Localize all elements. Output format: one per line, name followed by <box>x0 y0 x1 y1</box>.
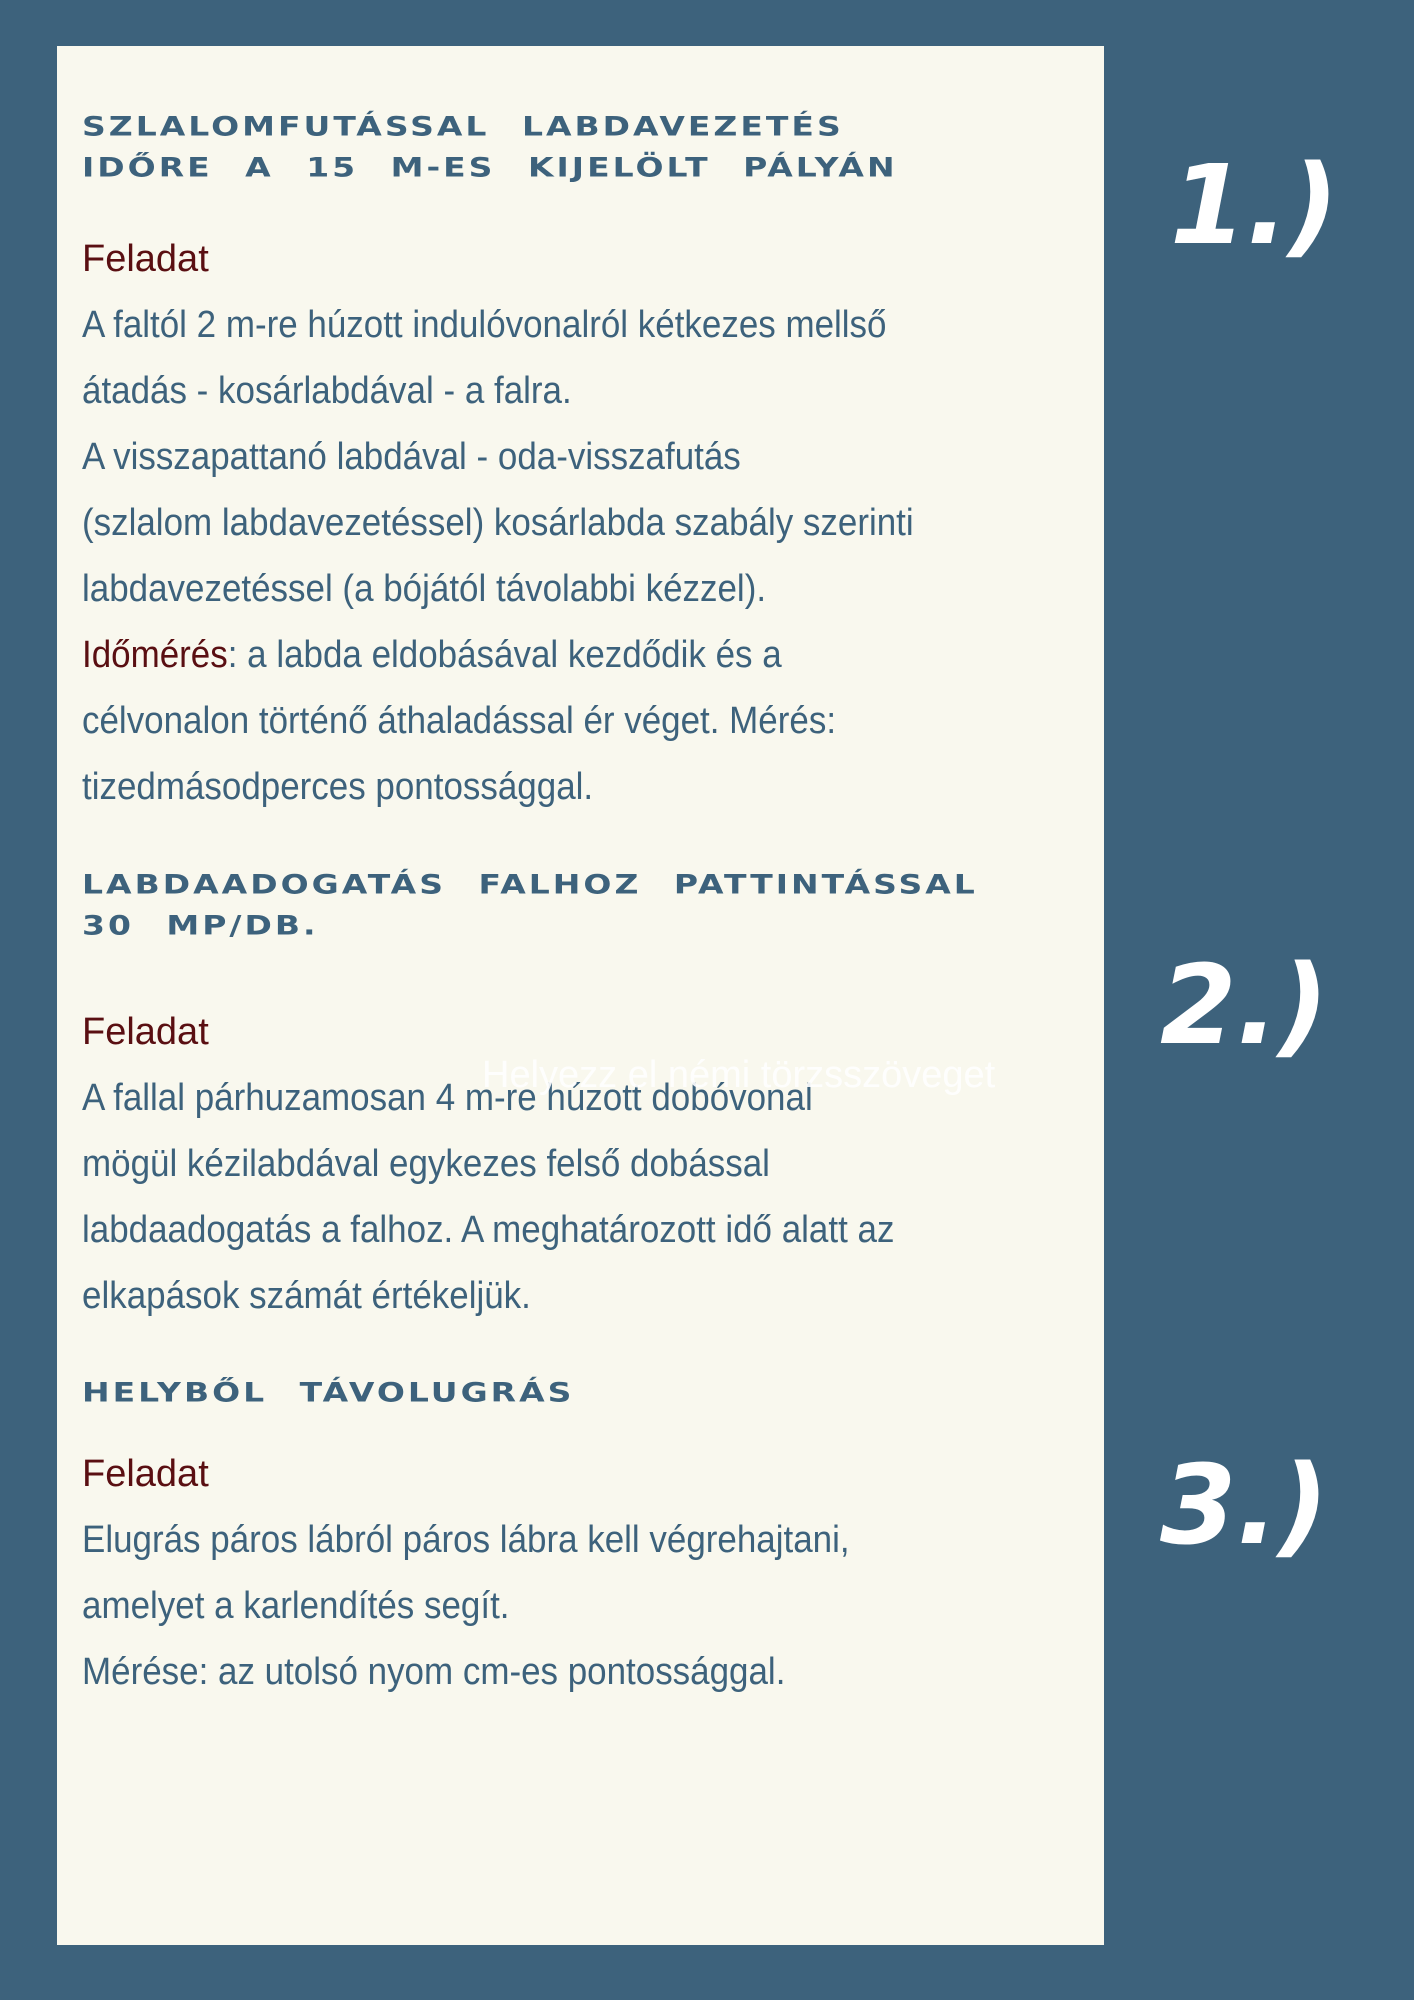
section-1-heading <box>82 106 1082 188</box>
section-3-heading: HELYBŐL TÁVOLUGRÁS <box>82 1376 575 1409</box>
section-1-timing-text: : a labda eldobásával kezdődik és a célvonalon történő áthaladással ér véget. Mérés: tizedmásodperces pontossággal. <box>82 634 837 808</box>
section-2 <box>82 864 1082 964</box>
section-1-body <box>82 292 1076 820</box>
section-1-heading-line-1: SZLALOMFUTÁSSAL LABDAVEZETÉS <box>82 110 844 143</box>
number-3: 3.) <box>1160 1441 1329 1569</box>
section-1-timing-label: Időmérés <box>82 634 228 676</box>
section-1-body-text: A faltól 2 m-re húzott indulóvonalról kétkezes mellső átadás - kosárlabdával - a falra. A visszapattanó labdával - oda-visszafutás (szlalom labdavezetéssel) kosárlabda szabály szerinti labdavezetéssel (a bójától távolabbi kézzel). <box>82 304 914 610</box>
placeholder-text: Helyezz el némi törzsszöveget <box>482 1054 996 1096</box>
section-1-heading-line-2: IDŐRE A 15 M-ES KIJELÖLT PÁLYÁN <box>82 151 898 184</box>
number-1: 1.) <box>1170 141 1339 269</box>
section-1 <box>82 106 1082 206</box>
section-2-content <box>82 999 1082 1329</box>
section-1-content <box>82 226 1082 820</box>
section-2-task-label: Feladat <box>82 1011 209 1053</box>
section-2-heading-line-1: LABDAADOGATÁS FALHOZ PATTINTÁSSAL <box>82 868 978 901</box>
section-3 <box>82 1372 1082 1422</box>
number-2: 2.) <box>1160 941 1329 1069</box>
content-card <box>57 46 1104 1945</box>
section-2-heading-line-2: 30 MP/DB. <box>82 909 319 942</box>
section-3-body: Elugrás páros lábról páros lábra kell végrehajtani, amelyet a karlendítés segít. Mérése: az utolsó nyom cm-es pontossággal. <box>82 1519 850 1693</box>
section-2-heading <box>82 864 1082 946</box>
section-1-task-label: Feladat <box>82 238 209 280</box>
section-2-body: A fallal párhuzamosan 4 m-re húzott dobóvonal mögül kézilabdával egykezes felső dobással labdaadogatás a falhoz. A meghatározott idő alatt az elkapások számát értékeljük. <box>82 1077 895 1317</box>
section-3-task-label: Feladat <box>82 1453 209 1495</box>
section-3-content <box>82 1441 1082 1705</box>
